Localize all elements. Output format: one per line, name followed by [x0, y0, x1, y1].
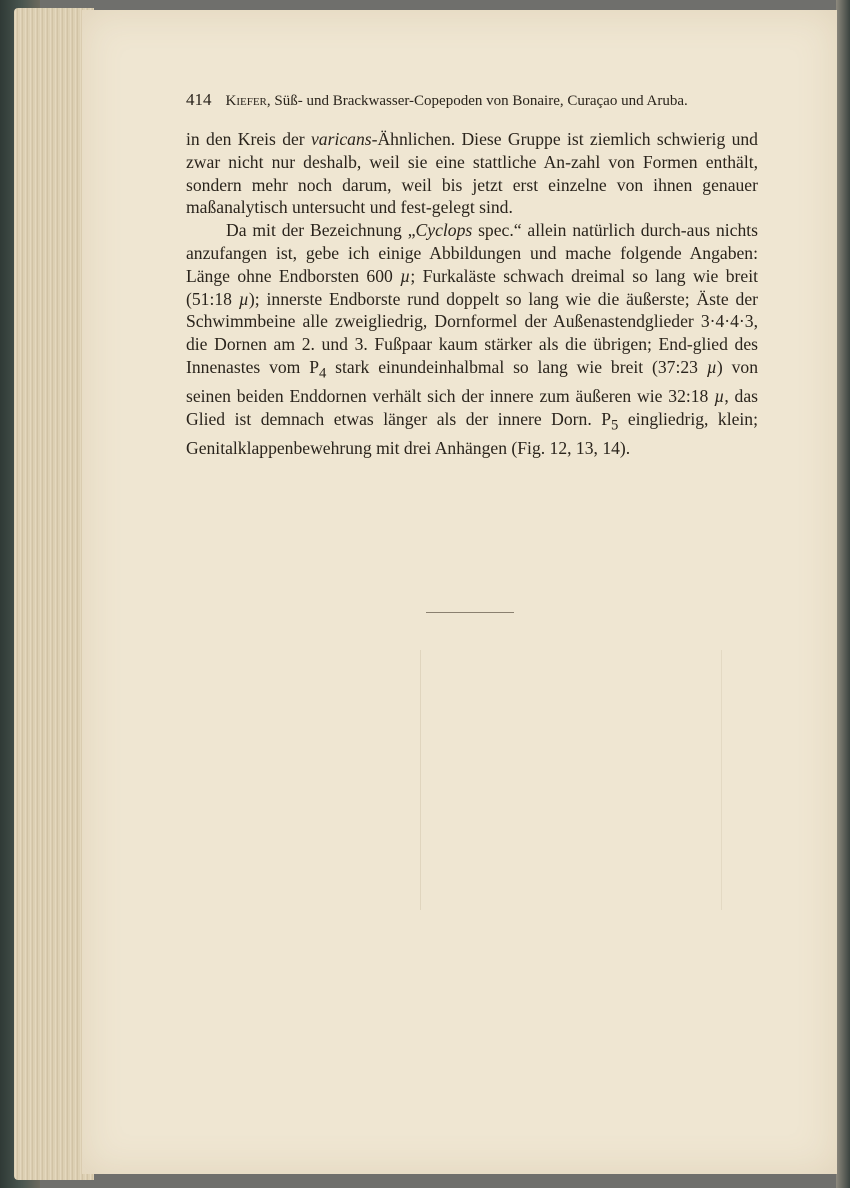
text-run: zahl von Formen enthält, sondern mehr noch darum, weil bis jetzt: [186, 151, 758, 195]
text-run: ) von seinen beiden Enddornen verhält sich der innere: [186, 356, 758, 407]
text-run: ; Furkaläste: [410, 265, 496, 286]
paragraph: [186, 219, 758, 460]
text-run: schwach dreimal so lang wie breit (51:18: [186, 265, 758, 309]
page-number: 414: [186, 90, 212, 109]
book-cover-right: [836, 0, 850, 1188]
text-run: stark einundeinhalbmal so lang wie: [326, 356, 603, 377]
text-run: schwierig und zwar nicht nur deshalb, weil sie eine stattliche An-: [186, 129, 758, 172]
italic-run: varicans: [311, 129, 372, 149]
text-run: rund doppelt so lang wie die äußerste; Äste der Schwimmbeine: [186, 288, 758, 332]
italic-run: µ: [400, 265, 411, 286]
text-run: erst einzelne von ihnen genauer maßanalytisch untersucht und fest-: [186, 174, 758, 218]
text-run: -Ähnlichen. Diese Gruppe ist ziemlich: [371, 129, 651, 149]
subscript: 4: [319, 365, 327, 382]
italic-run: µ: [706, 356, 717, 377]
text-run: alle zweigliedrig, Dornformel der Außenastendglieder 3·4·4·3, die: [186, 311, 758, 355]
subscript: 5: [611, 417, 619, 434]
text-run: aus nichts anzufangen ist, gebe ich einige Abbildungen und mache: [186, 220, 758, 263]
text-run: breit (37:23: [610, 356, 707, 377]
paragraph: [186, 128, 758, 219]
text-run: in den Kreis der: [186, 129, 311, 149]
text-run: , das Glied ist demnach etwas länger als: [186, 386, 759, 430]
text-run: eingliedrig, klein; Genitalklappenbewehrung: [186, 409, 758, 459]
running-head-author: Kiefer,: [225, 93, 271, 109]
text-run: zum äußeren wie 32:18: [539, 386, 715, 407]
italic-run: Cyclops: [415, 220, 473, 241]
running-head: [186, 90, 764, 110]
body-text: [186, 128, 758, 460]
text-run: ); innerste Endborste: [248, 288, 401, 309]
text-run: mit drei Anhängen (Fig. 12, 13, 14).: [376, 438, 631, 459]
text-run: Da mit der Bezeichnung „: [226, 220, 416, 241]
italic-run: µ: [238, 288, 249, 309]
text-run: Dornen am 2. und 3. Fußpaar kaum stärker als die übrigen; End-: [214, 334, 693, 355]
bleed-through: [420, 650, 722, 910]
running-head-title: Süß- und Brackwasser-Copepoden von Bonaire, Curaçao und Aruba.: [274, 93, 688, 109]
section-rule: [426, 612, 514, 613]
text-run: spec.“ allein natürlich durch-: [472, 220, 687, 241]
text-run: glied des Innenastes vom P: [186, 334, 759, 377]
text-run: folgende Angaben: Länge ohne Endborsten 600: [186, 242, 758, 286]
text-run: gelegt sind.: [431, 197, 513, 218]
italic-run: µ: [714, 386, 725, 407]
text-run: der innere Dorn. P: [465, 409, 611, 430]
